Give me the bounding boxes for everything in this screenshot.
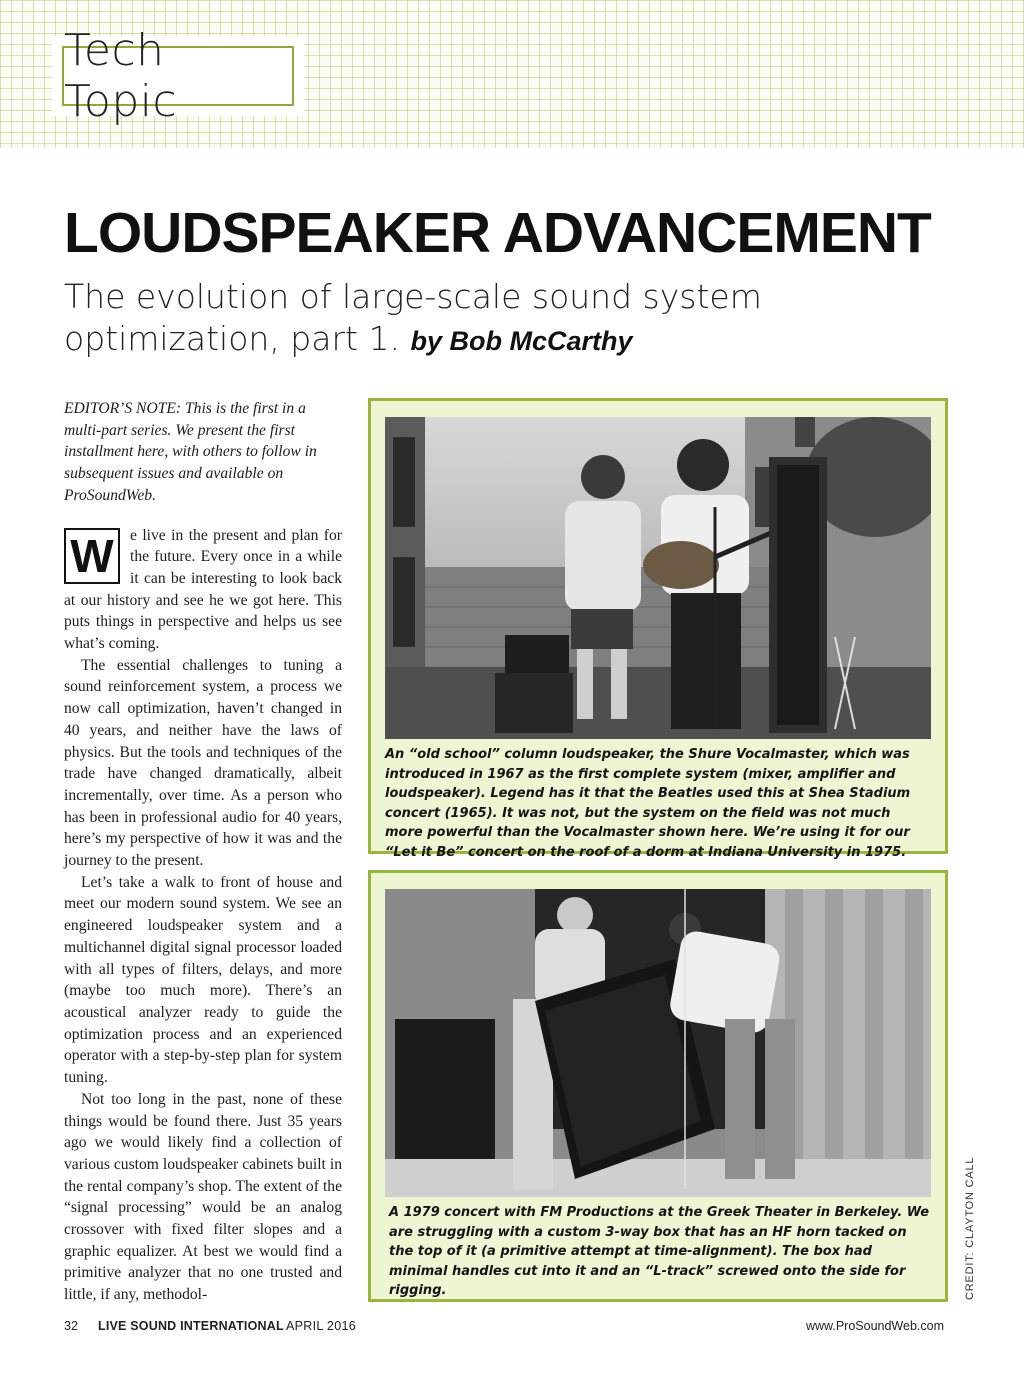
figure-rooftop-concert: [368, 398, 948, 860]
editors-note: EDITOR’S NOTE: This is the first in a multi-part series. We present the first installment here, with others to follow in subsequent issues and available on ProSoundWeb.: [64, 400, 317, 504]
page-footer: [64, 1319, 944, 1337]
figure-caption: An “old school” column loudspeaker, the Shure Vocalmaster, which was introduced in 1967 as the first complete system (mixer, amplifier and loudspeaker). Legend has it that the Beatles used this at Shea Stadium concert (1965). It was not, but the system on the field was not much more powerful than the Vocalmaster shown here. We’re using it for our “Let it Be” concert on the roof of a dorm at Indiana University in 1975.: [385, 747, 911, 860]
photo-greek-theater: [385, 889, 931, 1197]
deck-text: The evolution of large-scale sound system optimization, part 1.: [64, 277, 762, 358]
body-column: [64, 398, 342, 1306]
photo-rooftop-concert: [385, 417, 931, 739]
photo-credit: CREDIT: CLAYTON CALL: [964, 1156, 976, 1300]
body-paragraph: Let’s take a walk to front of house and meet our modern sound system. We see an engineered loudspeaker system and a multichannel digital signal processor loaded with all types of filters, delays, and more (maybe too much more). There’s an acoustical analyzer ready to guide the optimization process and an experienced operator with a step-by-step plan for system tuning.: [64, 873, 342, 1087]
greek-theater-photo-illustration: [385, 889, 931, 1197]
drop-cap: W: [64, 528, 120, 584]
article-deck: [64, 276, 884, 362]
body-paragraph: e live in the present and plan for the future. Every once in a while it can be interesting to look back at our history and see he we got here. This puts things in perspective and helps us see what’s coming.: [64, 526, 342, 653]
figure-greek-theater: [368, 870, 948, 1302]
body-paragraph: Not too long in the past, none of these things would be found there. Just 35 years ago we would likely find a collection of various custom loudspeaker cabinets built in the rental company’s shop. The extent of the “signal processing” would be an analog crossover with fixed filter slopes and a graphic equalizer. At best we would find a primitive analyzer that no one trusted and little, if any, methodol-: [64, 1090, 342, 1304]
body-paragraph: The essential challenges to tuning a sound reinforcement system, a process we now call optimization, haven’t changed in 40 years, and neither have the laws of physics. But the tools and techniques of the trade have changed dramatically, albeit incrementally, over time. As a person who has been in professional audio for 40 years, here’s my perspective of how it was and the journey to the present.: [64, 656, 342, 870]
rooftop-photo-illustration: [385, 417, 931, 739]
byline: by Bob McCarthy: [410, 326, 633, 356]
figure-caption: A 1979 concert with FM Productions at the Greek Theater in Berkeley. We are struggling with a custom 3-way box that has an HF horn tacked on the top of it (a primitive attempt at time-alignment). The box had minimal handles cut into it and an “L-track” screwed onto the side for rigging.: [389, 1205, 930, 1298]
website-link[interactable]: www.ProSoundWeb.com: [805, 1319, 944, 1333]
section-label: Tech Topic: [62, 46, 294, 106]
page-number: 32: [64, 1319, 78, 1333]
issue-date: APRIL 2016: [286, 1319, 356, 1333]
publication-name: LIVE SOUND INTERNATIONAL: [98, 1319, 284, 1333]
section-label-box: [52, 25, 304, 127]
article-headline: LOUDSPEAKER ADVANCEMENT: [64, 201, 931, 265]
